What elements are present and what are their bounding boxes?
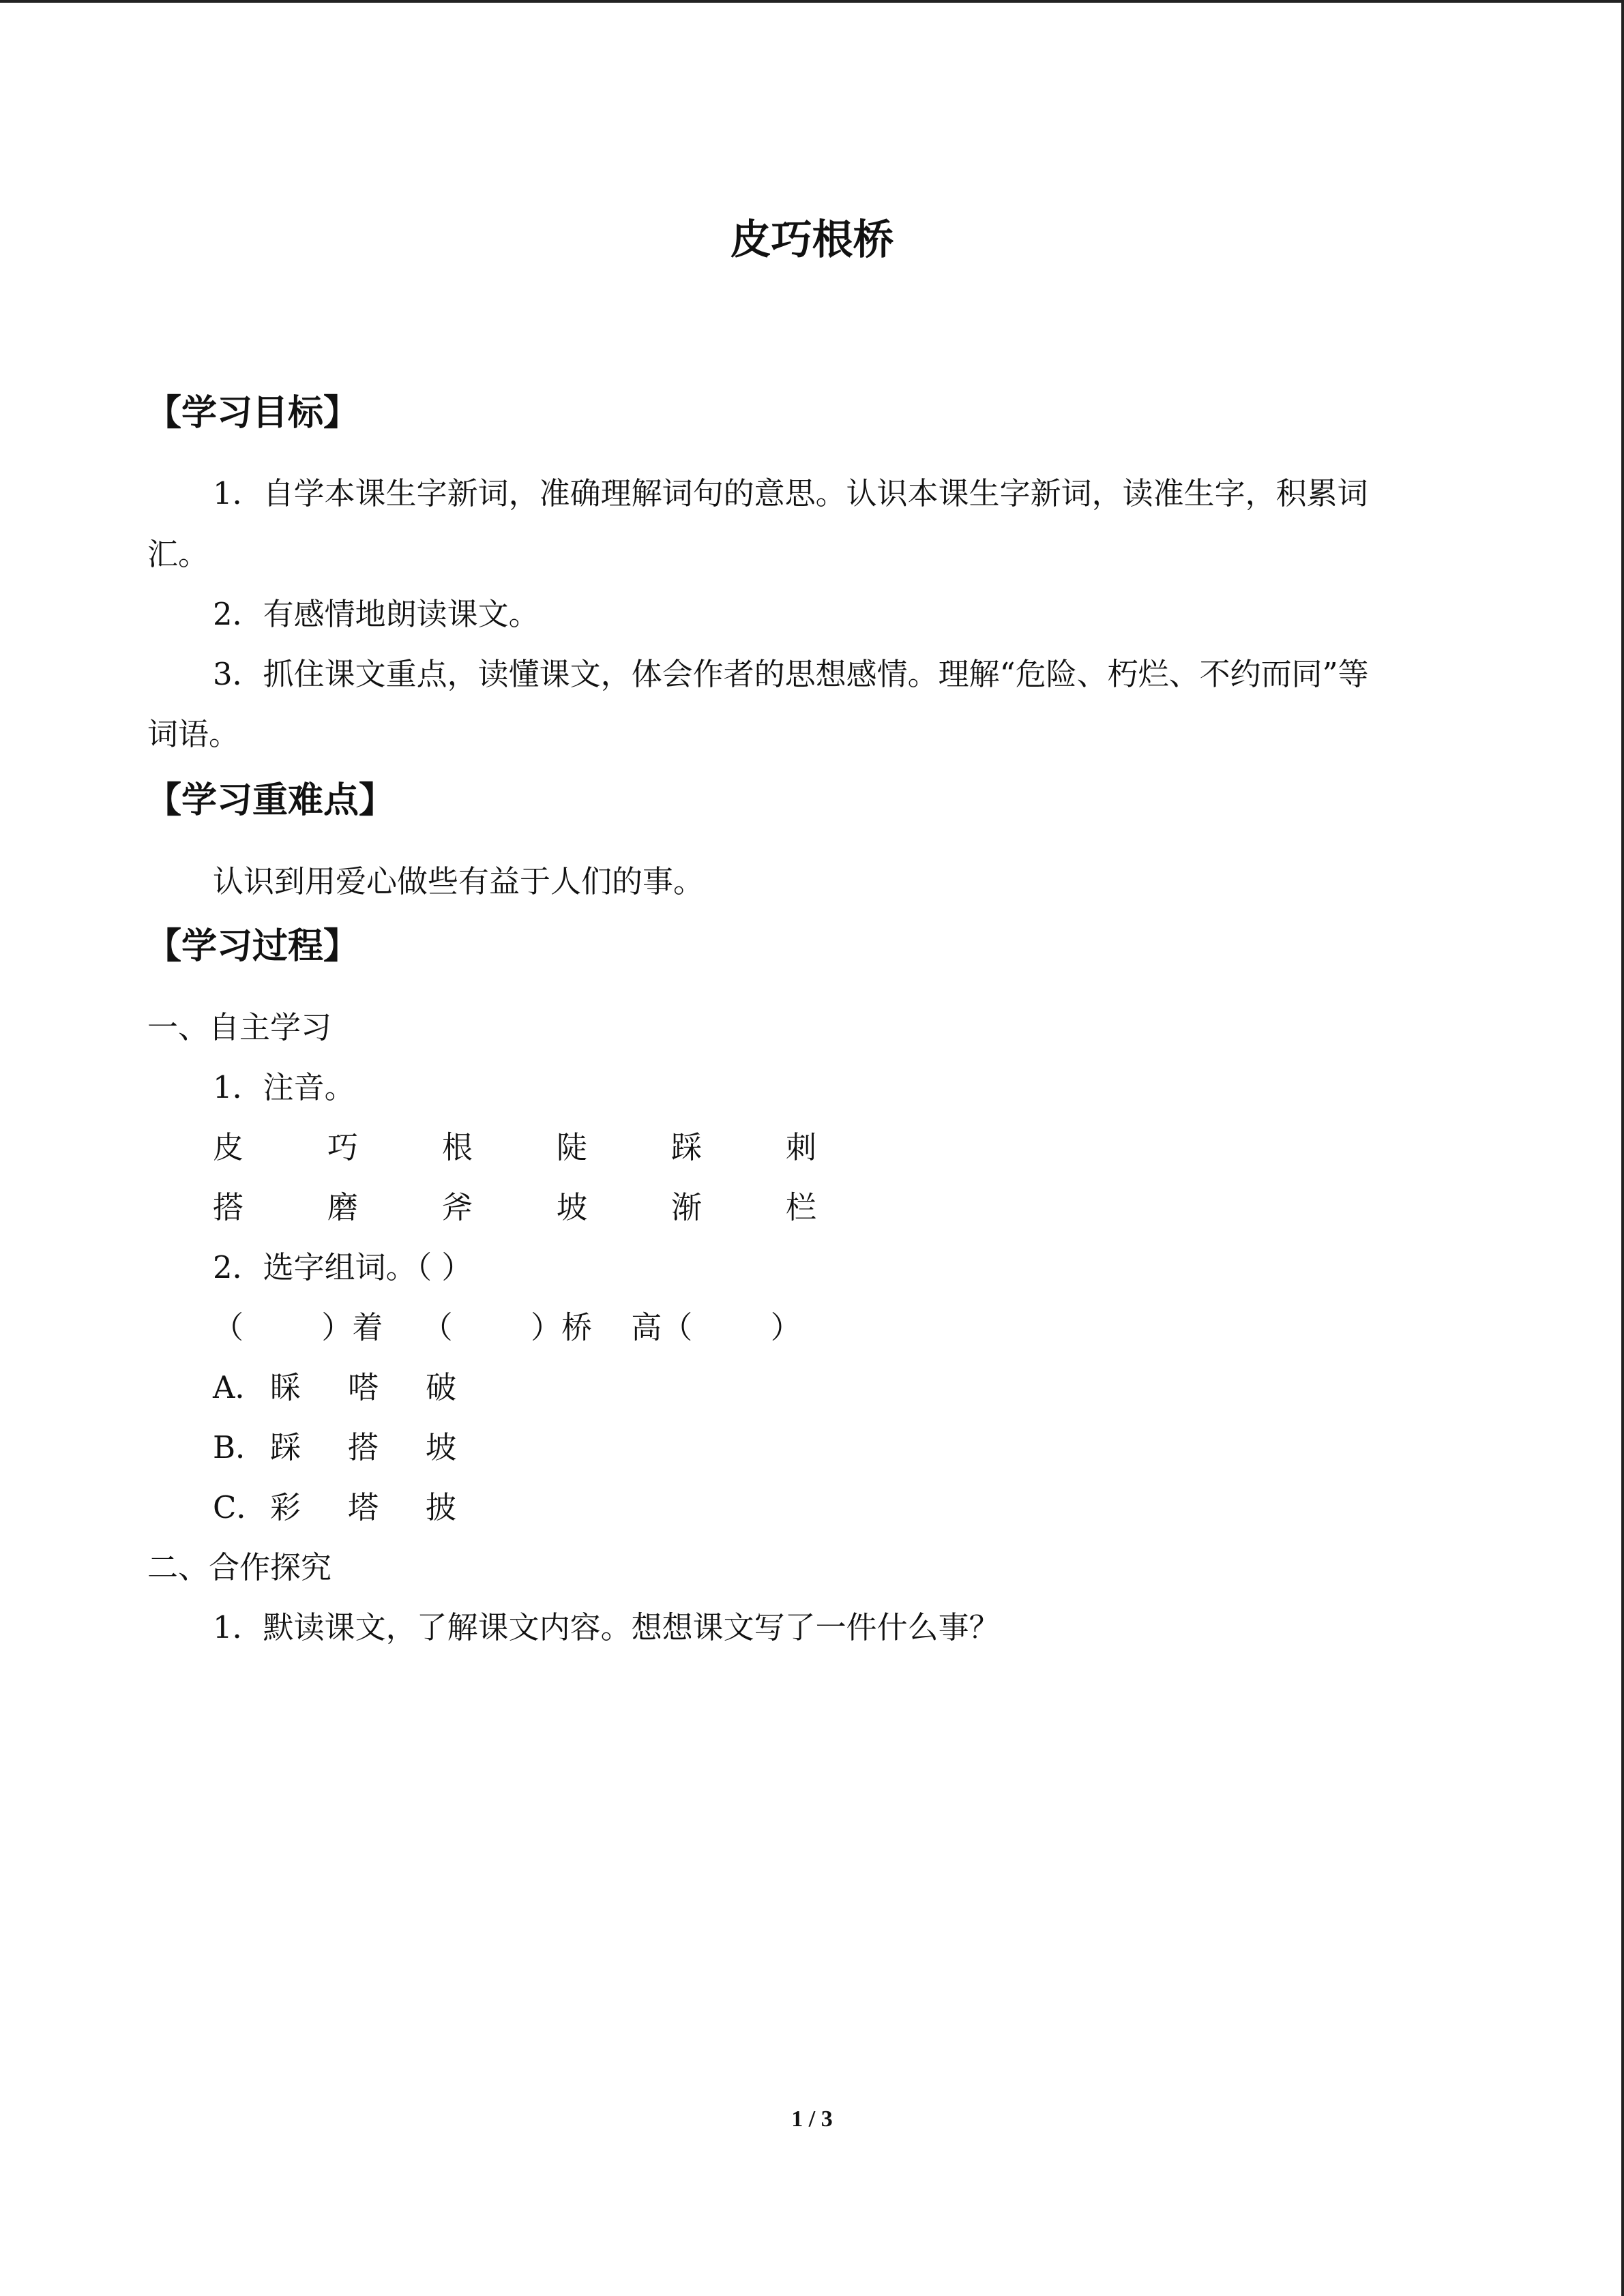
option-word: 披 bbox=[426, 1489, 457, 1525]
document-title: 皮巧根桥 bbox=[730, 216, 894, 264]
page-right-border bbox=[1621, 0, 1624, 2296]
option-word: 彩 bbox=[270, 1489, 301, 1525]
part2-question-1: 1．默读课文，了解课文内容。想想课文写了一件什么事？ bbox=[213, 1609, 1000, 1645]
section-heading-objectives: 【学习目标】 bbox=[146, 393, 359, 434]
char-cell: 踩 bbox=[671, 1129, 703, 1165]
section-heading-key-points: 【学习重难点】 bbox=[146, 780, 395, 821]
objective-item-3-line-1: 3．抓住课文重点，读懂课文，体会作者的思想感情。理解“危险、朽烂、不约而同”等 bbox=[213, 656, 1369, 692]
key-points-text: 认识到用爱心做些有益于人们的事。 bbox=[213, 863, 705, 899]
section-heading-process: 【学习过程】 bbox=[146, 926, 359, 967]
page-top-border bbox=[0, 0, 1624, 3]
char-cell: 陡 bbox=[557, 1129, 588, 1165]
option-key: A． bbox=[213, 1369, 266, 1405]
char-cell: 渐 bbox=[671, 1189, 703, 1225]
objective-item-1-line-1: 1．自学本课生字新词，准确理解词句的意思。认识本课生字新词，读准生字，积累词 bbox=[213, 475, 1368, 511]
option-word: 睬 bbox=[270, 1369, 301, 1405]
pinyin-char-row-2 bbox=[213, 1187, 900, 1228]
part1-question-2: 2．选字组词。（ ） bbox=[213, 1249, 473, 1285]
option-word: 塔 bbox=[348, 1489, 379, 1525]
page-number: 1 / 3 bbox=[791, 2106, 833, 2132]
char-cell: 皮 bbox=[213, 1129, 244, 1165]
objective-item-3-line-2: 词语。 bbox=[147, 716, 240, 752]
char-cell: 坡 bbox=[557, 1189, 588, 1225]
char-cell: 搭 bbox=[213, 1189, 244, 1225]
objective-item-1-line-2: 汇。 bbox=[147, 536, 209, 572]
option-word: 破 bbox=[426, 1369, 457, 1405]
char-cell: 磨 bbox=[327, 1189, 359, 1225]
option-key: C． bbox=[213, 1489, 267, 1525]
option-word: 搭 bbox=[348, 1429, 379, 1465]
char-cell: 斧 bbox=[442, 1189, 473, 1225]
word-blanks-row: （ ）着 （ ）桥 高（ ） bbox=[213, 1309, 801, 1345]
part1-heading: 一、自主学习 bbox=[147, 1009, 332, 1045]
option-word: 坡 bbox=[426, 1429, 457, 1465]
option-key: B． bbox=[213, 1429, 267, 1465]
objective-item-2: 2．有感情地朗读课文。 bbox=[213, 596, 540, 632]
option-word: 踩 bbox=[270, 1429, 301, 1465]
char-cell: 刺 bbox=[786, 1129, 817, 1165]
option-word: 嗒 bbox=[348, 1369, 379, 1405]
option-b bbox=[213, 1427, 503, 1468]
part1-question-1: 1．注音。 bbox=[213, 1069, 355, 1105]
option-a bbox=[213, 1367, 503, 1408]
pinyin-char-row-1 bbox=[213, 1127, 900, 1168]
part2-heading: 二、合作探究 bbox=[147, 1549, 332, 1585]
option-c bbox=[213, 1487, 503, 1528]
char-cell: 栏 bbox=[786, 1189, 817, 1225]
char-cell: 巧 bbox=[327, 1129, 359, 1165]
char-cell: 根 bbox=[442, 1129, 473, 1165]
